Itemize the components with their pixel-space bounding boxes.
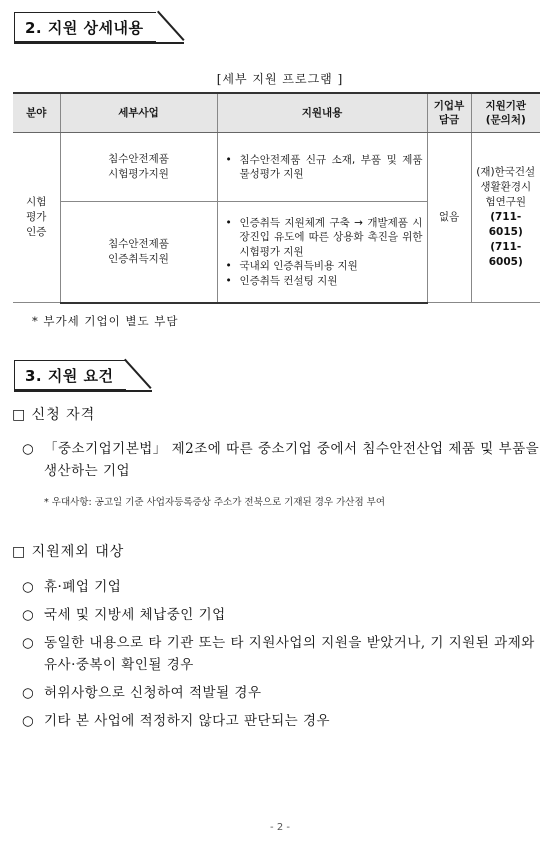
section-3-slash <box>124 359 151 389</box>
circle-bullet-icon: ○ <box>22 579 35 595</box>
circle-bullet-icon: ○ <box>22 441 35 457</box>
preference-note: * 우대사항: 공고일 기준 사업자등록증상 주소가 전북으로 기재된 경우 가산점 부여 <box>44 497 385 508</box>
exclusion-item: ○ 동일한 내용으로 타 기관 또는 타 지원사업의 지원을 받았거나, 기 지원된 과제와 유사·중복이 확인될 경우 <box>22 632 542 676</box>
content-bullet: • 침수안전제품 신규 소재, 부품 및 제품 물성평가 지원 <box>240 153 423 182</box>
section-2-title: 2. 지원 상세내용 <box>14 12 156 42</box>
header-agency: 지원기관 (문의처) <box>471 93 540 133</box>
header-project: 세부사업 <box>60 93 217 133</box>
table-row <box>13 133 540 202</box>
table-header-row <box>13 93 540 133</box>
exclusion-item: ○ 허위사항으로 신청하여 적발될 경우 <box>22 682 542 704</box>
circle-bullet-icon: ○ <box>22 713 35 729</box>
content-cell <box>217 133 427 202</box>
vat-note: * 부가세 기업이 별도 부담 <box>32 314 179 328</box>
header-burden: 기업부 담금 <box>427 93 471 133</box>
content-bullet: • 국내외 인증취득비용 지원 <box>240 259 423 274</box>
section-3-title: 3. 지원 요건 <box>14 360 126 390</box>
content-bullet: • 인증취득 컨설팅 지원 <box>240 274 423 289</box>
exclusion-item: ○ 국세 및 지방세 체납중인 기업 <box>22 604 542 626</box>
circle-bullet-icon: ○ <box>22 685 35 701</box>
circle-bullet-icon: ○ <box>22 635 35 651</box>
exclusion-item: ○ 휴·폐업 기업 <box>22 576 542 598</box>
section-2-rule <box>14 42 184 44</box>
header-field: 분야 <box>13 93 60 133</box>
eligibility-item: ○ 「중소기업기본법」 제2조에 따른 중소기업 중에서 침수안전산업 제품 및 부품을 생산하는 기업 <box>22 438 542 482</box>
field-cell: 시험 평가 인증 <box>13 133 60 303</box>
burden-cell: 없음 <box>427 133 471 303</box>
agency-cell: (재)한국건설 생활환경시 험연구원 (711-6015) (711-6005) <box>471 133 540 303</box>
eligibility-heading: □ 신청 자격 <box>12 407 96 423</box>
table-caption: [세부 지원 프로그램 ] <box>216 72 344 86</box>
project-cell: 침수안전제품 시험평가지원 <box>60 133 217 202</box>
section-3-heading <box>14 360 126 390</box>
project-cell: 침수안전제품 인증취득지원 <box>60 202 217 303</box>
content-cell <box>217 202 427 303</box>
header-content: 지원내용 <box>217 93 427 133</box>
circle-bullet-icon: ○ <box>22 607 35 623</box>
support-program-table <box>13 92 540 304</box>
section-2-heading <box>14 12 156 42</box>
page-number: - 2 - <box>270 822 290 833</box>
section-2-slash <box>157 11 184 41</box>
exclusion-heading: □ 지원제외 대상 <box>12 544 125 560</box>
section-3-rule <box>14 390 152 392</box>
content-bullet: • 인증취득 지원체계 구축 → 개발제품 시장진입 유도에 따른 상용화 촉진을 위한 시험평가 지원 <box>240 216 423 260</box>
exclusion-item: ○ 기타 본 사업에 적정하지 않다고 판단되는 경우 <box>22 710 542 732</box>
